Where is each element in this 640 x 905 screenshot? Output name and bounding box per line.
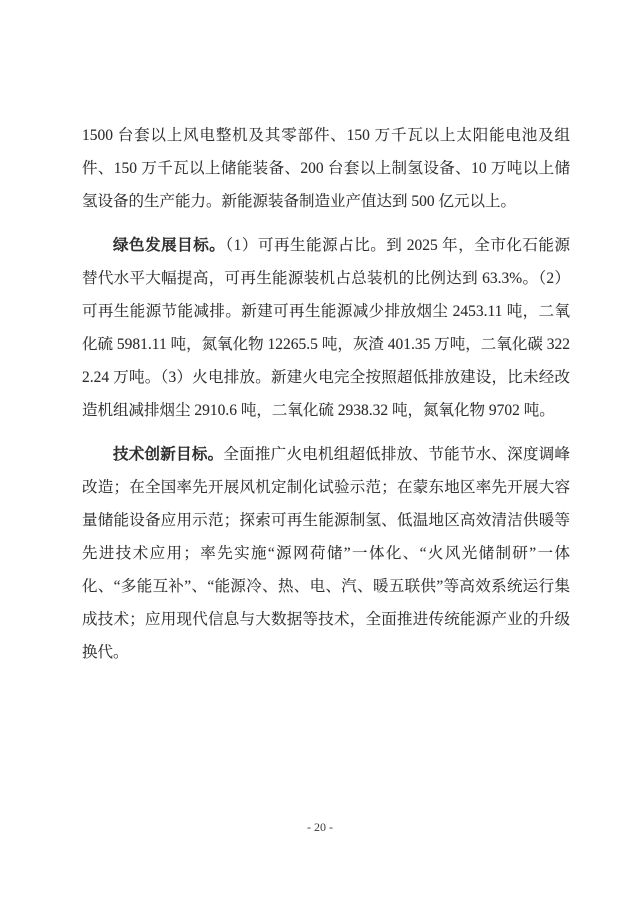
paragraph-production-capacity: [82, 119, 570, 218]
paragraph-lead-green-development: 绿色发展目标。: [113, 237, 226, 254]
paragraph-text: 全面推广火电机组超低排放、节能节水、深度调峰改造；在全国率先开展风机定制化试验示范；在蒙东地区率先开展大容量储能设备应用示范；探索可再生能源制氢、低温地区高效清洁供暖等先进技术应用；率先实施“源网荷储”一体化、“火风光储制研”一体化、“多能互补”、“能源冷、热、电、汽、暖五联供”等高效系统运行集成技术；应用现代信息与大数据等技术，全面推进传统能源产业的升级换代。: [82, 446, 570, 661]
paragraph-tech-innovation-goals: [82, 438, 570, 669]
document-body: [82, 119, 570, 669]
paragraph-lead-tech-innovation: 技术创新目标。: [113, 446, 224, 463]
paragraph-green-development-goals: [82, 229, 570, 427]
paragraph-text: （1）可再生能源占比。到 2025 年，全市化石能源替代水平大幅提高，可再生能源装机占总装机的比例达到 63.3%。（2）可再生能源节能减排。新建可再生能源减少排放烟尘 2453.11 吨，二氧化硫 5981.11 吨，氮氧化物 12265.5 吨，灰渣 401.35 万吨，二氧化碳 3222.24 万吨。（3）火电排放。新建火电完全按照超低排放建设，比未经改造机组减排烟尘 2910.6 吨，二氧化硫 2938.32 吨，氮氧化物 9702 吨。: [82, 237, 570, 419]
paragraph-text: 1500 台套以上风电整机及其零部件、150 万千瓦以上太阳能电池及组件、150 万千瓦以上储能装备、200 台套以上制氢设备、10 万吨以上储氢设备的生产能力。新能源装备制造业产值达到 500 亿元以上。: [82, 127, 570, 210]
page-number: - 20 -: [307, 820, 333, 834]
